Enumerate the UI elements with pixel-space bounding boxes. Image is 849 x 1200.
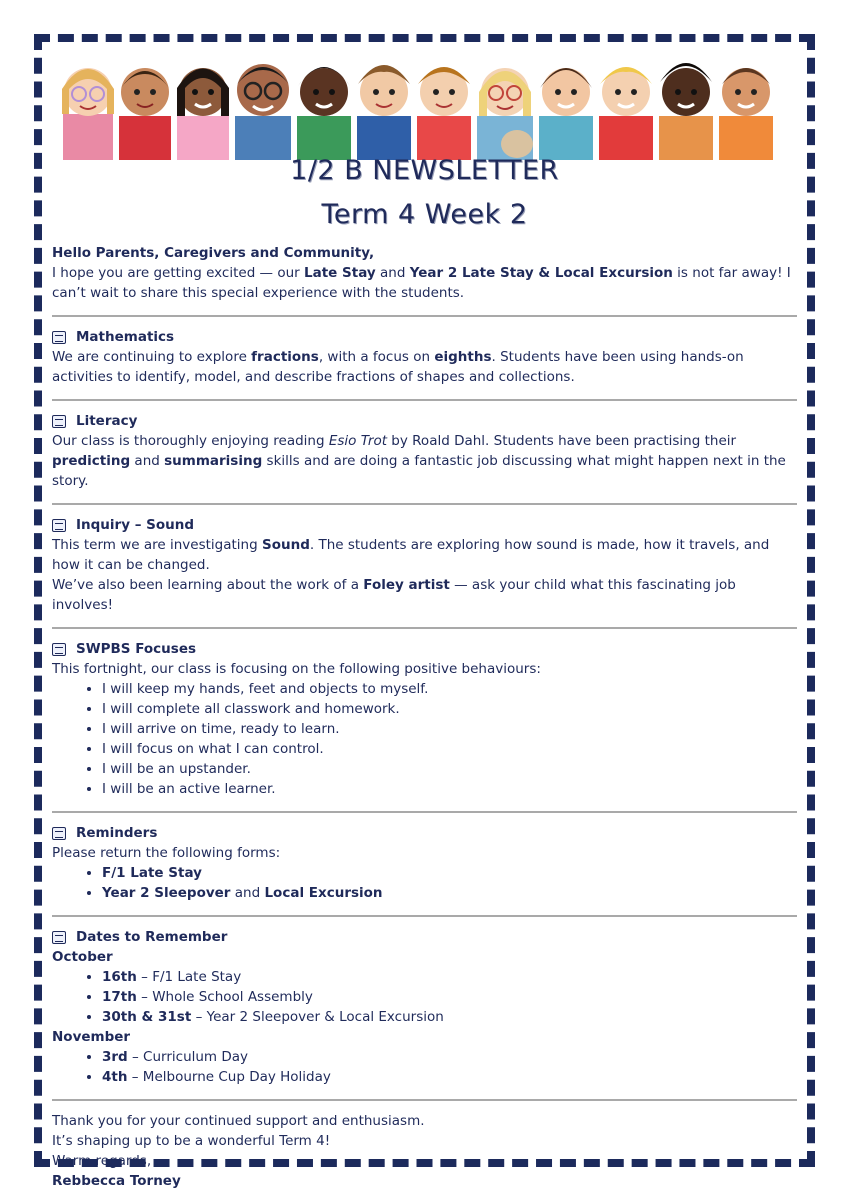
list-item: • 16th – F/1 Late Stay <box>102 967 797 987</box>
list-item: • 17th – Whole School Assembly <box>102 987 797 1007</box>
calendar-icon <box>52 931 66 944</box>
behaviour-list <box>52 679 797 799</box>
inquiry-paragraph-2: We’ve also been learning about the work of a Foley artist — ask your child what this fascinating job involves! <box>52 577 736 613</box>
inquiry-section <box>52 515 797 615</box>
section-divider <box>52 503 797 505</box>
mathematics-section <box>52 327 797 387</box>
section-heading: Inquiry – Sound <box>52 515 797 535</box>
closing-line: Warm regards, <box>52 1153 152 1169</box>
memo-icon <box>52 827 66 840</box>
list-item: • I will keep my hands, feet and objects to myself. <box>102 679 797 699</box>
october-dates-list <box>52 967 797 1027</box>
cartoon-kids <box>62 63 773 160</box>
literacy-paragraph: Our class is thoroughly enjoying reading Esio Trot by Roald Dahl. Students have been practising their predicting and summarising skills and are doing a fantastic job discussing what might happen next in the story. <box>52 433 786 489</box>
section-divider <box>52 1099 797 1101</box>
dates-section <box>52 927 797 1087</box>
inquiry-paragraph-1: This term we are investigating Sound. The students are exploring how sound is made, how it travels, and how it can be changed. <box>52 537 770 573</box>
speaker-icon <box>52 519 66 532</box>
section-divider <box>52 627 797 629</box>
reminders-intro: Please return the following forms: <box>52 845 281 861</box>
literacy-section <box>52 411 797 491</box>
kids-banner-illustration <box>55 44 793 160</box>
section-heading: Reminders <box>52 823 797 843</box>
section-divider <box>52 399 797 401</box>
page-subtitle: Term 4 Week 2 <box>321 199 528 230</box>
section-heading: Dates to Remember <box>52 927 797 947</box>
mathematics-paragraph: We are continuing to explore fractions, with a focus on eighths. Students have been using hands-on activities to identify, model, and describe fractions of shapes and collections. <box>52 349 744 385</box>
abacus-icon <box>52 331 66 344</box>
swpbs-intro: This fortnight, our class is focusing on the following positive behaviours: <box>52 661 541 677</box>
list-item: • 30th & 31st – Year 2 Sleepover & Local Excursion <box>102 1007 797 1027</box>
intro-paragraph: I hope you are getting excited — our Late Stay and Year 2 Late Stay & Local Excursion is not far away! I can’t wait to share this special experience with the students. <box>52 265 791 301</box>
list-item: • 4th – Melbourne Cup Day Holiday <box>102 1067 797 1087</box>
november-dates-list <box>52 1047 797 1087</box>
swpbs-section <box>52 639 797 799</box>
page-title: 1/2 B NEWSLETTER <box>290 155 559 186</box>
notebook-icon <box>52 643 66 656</box>
newsletter-body <box>52 243 797 1191</box>
list-item: • F/1 Late Stay <box>102 863 797 883</box>
section-divider <box>52 811 797 813</box>
reminders-section <box>52 823 797 903</box>
section-heading: Literacy <box>52 411 797 431</box>
list-item: • I will be an upstander. <box>102 759 797 779</box>
section-heading: Mathematics <box>52 327 797 347</box>
intro-section <box>52 243 797 303</box>
closing-line: Thank you for your continued support and enthusiasm. <box>52 1113 425 1129</box>
closing-line: It’s shaping up to be a wonderful Term 4! <box>52 1133 331 1149</box>
books-icon <box>52 415 66 428</box>
list-item: • I will arrive on time, ready to learn. <box>102 719 797 739</box>
section-divider <box>52 915 797 917</box>
forms-list <box>52 863 797 903</box>
section-divider <box>52 315 797 317</box>
list-item: • 3rd – Curriculum Day <box>102 1047 797 1067</box>
list-item: • I will complete all classwork and homework. <box>102 699 797 719</box>
list-item: • Year 2 Sleepover and Local Excursion <box>102 883 797 903</box>
signature: Rebbecca Torney <box>52 1173 181 1189</box>
month-label-november: November <box>52 1029 131 1045</box>
list-item: • I will focus on what I can control. <box>102 739 797 759</box>
list-item: • I will be an active learner. <box>102 779 797 799</box>
closing-section <box>52 1111 797 1191</box>
section-heading: SWPBS Focuses <box>52 639 797 659</box>
greeting: Hello Parents, Caregivers and Community, <box>52 245 375 261</box>
month-label-october: October <box>52 949 113 965</box>
